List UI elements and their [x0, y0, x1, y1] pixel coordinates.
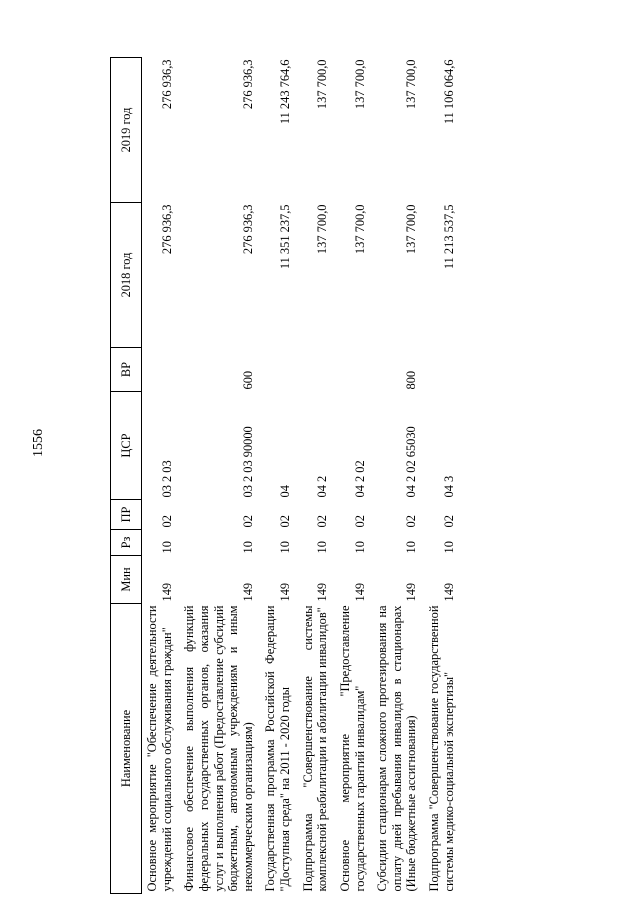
- row-amount-2018: 11 213 537,5: [441, 204, 456, 270]
- budget-table-frame: [110, 58, 582, 894]
- row-name: Подпрограмма "Совершенствование системы комплексной реабилитации и абилитации инвалидов": [300, 605, 330, 892]
- row-subsection: 02: [278, 515, 292, 528]
- table-row: [260, 58, 297, 894]
- row-expense-type: [260, 348, 297, 392]
- row-target-article: 04 2 02: [352, 460, 367, 498]
- row-amount-2019: 11 106 064,6: [441, 59, 456, 125]
- row-subsection: 02: [240, 515, 255, 528]
- row-target-article: 04 2 02 65030: [404, 426, 419, 498]
- row-amount-2019: 137 700,0: [352, 59, 367, 110]
- table-header: [111, 58, 142, 894]
- row-expense-type: 800: [404, 370, 419, 390]
- header-name: Наименование: [111, 604, 142, 894]
- row-subsection: 02: [441, 515, 456, 528]
- header-subsection: ПР: [111, 500, 142, 530]
- header-target-article: ЦСР: [111, 392, 142, 500]
- row-section: 10: [441, 541, 456, 554]
- table-row: [179, 58, 260, 894]
- header-year-2019: 2019 год: [111, 58, 142, 203]
- table-row: [424, 58, 461, 894]
- row-section: 10: [315, 541, 330, 554]
- header-year-2018: 2018 год: [111, 203, 142, 348]
- row-ministry: 149: [240, 582, 255, 602]
- table-row: [372, 58, 424, 894]
- header-ministry: Мин: [111, 556, 142, 604]
- row-amount-2019: 276 936,3: [159, 59, 174, 110]
- table-row: [335, 58, 372, 894]
- row-target-article: 03 2 03: [159, 460, 174, 498]
- row-subsection: 02: [159, 515, 174, 528]
- row-ministry: 149: [441, 582, 456, 602]
- row-amount-2018: 276 936,3: [240, 204, 255, 255]
- table-row: [142, 58, 180, 894]
- row-target-article: 04 3: [441, 475, 456, 498]
- row-expense-type: [142, 348, 180, 392]
- row-amount-2018: 137 700,0: [352, 204, 367, 255]
- row-section: 10: [240, 541, 255, 554]
- row-section: 10: [404, 541, 419, 554]
- row-subsection: 02: [315, 515, 330, 528]
- row-ministry: 149: [315, 582, 330, 602]
- header-section: Рз: [111, 530, 142, 556]
- row-target-article: 04 2: [315, 475, 330, 498]
- page-number: 1556: [31, 429, 46, 457]
- row-ministry: 149: [159, 582, 174, 602]
- row-name: Основное мероприятие "Обеспечение деятельности учреждений социального обслуживания граждан": [145, 605, 174, 892]
- table-row: [298, 58, 335, 894]
- budget-table: [110, 57, 461, 894]
- row-subsection: 02: [352, 515, 367, 528]
- row-section: 10: [159, 541, 174, 554]
- row-amount-2018: 11 351 237,5: [278, 204, 292, 270]
- row-expense-type: [424, 348, 461, 392]
- row-section: 10: [278, 541, 292, 554]
- row-amount-2019: 11 243 764,6: [278, 59, 292, 125]
- row-amount-2018: 137 700,0: [404, 204, 419, 255]
- row-name: Государственная программа Российской Федерации "Доступная среда" на 2011 - 2020 годы: [263, 605, 292, 892]
- row-target-article: 04: [278, 485, 292, 498]
- row-target-article: 03 2 03 90000: [240, 426, 255, 498]
- row-amount-2019: 137 700,0: [315, 59, 330, 110]
- row-ministry: 149: [404, 582, 419, 602]
- row-name: Основное мероприятие "Предоставление государственных гарантий инвалидам": [337, 605, 367, 892]
- row-ministry: 149: [352, 582, 367, 602]
- row-name: Субсидии стационарам сложного протезирования на оплату дней пребывания инвалидов в стационарах (Иные бюджетные ассигнования): [375, 605, 419, 892]
- table-body: [142, 58, 462, 894]
- row-section: 10: [352, 541, 367, 554]
- header-expense-type: ВР: [111, 348, 142, 392]
- row-amount-2018: 137 700,0: [315, 204, 330, 255]
- row-amount-2019: 137 700,0: [404, 59, 419, 110]
- row-expense-type: 600: [240, 370, 255, 390]
- row-subsection: 02: [404, 515, 419, 528]
- row-ministry: 149: [278, 582, 292, 602]
- row-amount-2019: 276 936,3: [240, 59, 255, 110]
- row-amount-2018: 276 936,3: [159, 204, 174, 255]
- row-expense-type: [335, 348, 372, 392]
- row-expense-type: [298, 348, 335, 392]
- row-name: Финансовое обеспечение выполнения функций федеральных государственных органов, оказания услуг и выполнения работ (Предоставление субсидий бюджетным, автономным учреждениям и иным некоммерческим организациям): [182, 605, 255, 892]
- row-name: Подпрограмма "Совершенствование государственной системы медико-социальной экспертизы": [427, 605, 456, 892]
